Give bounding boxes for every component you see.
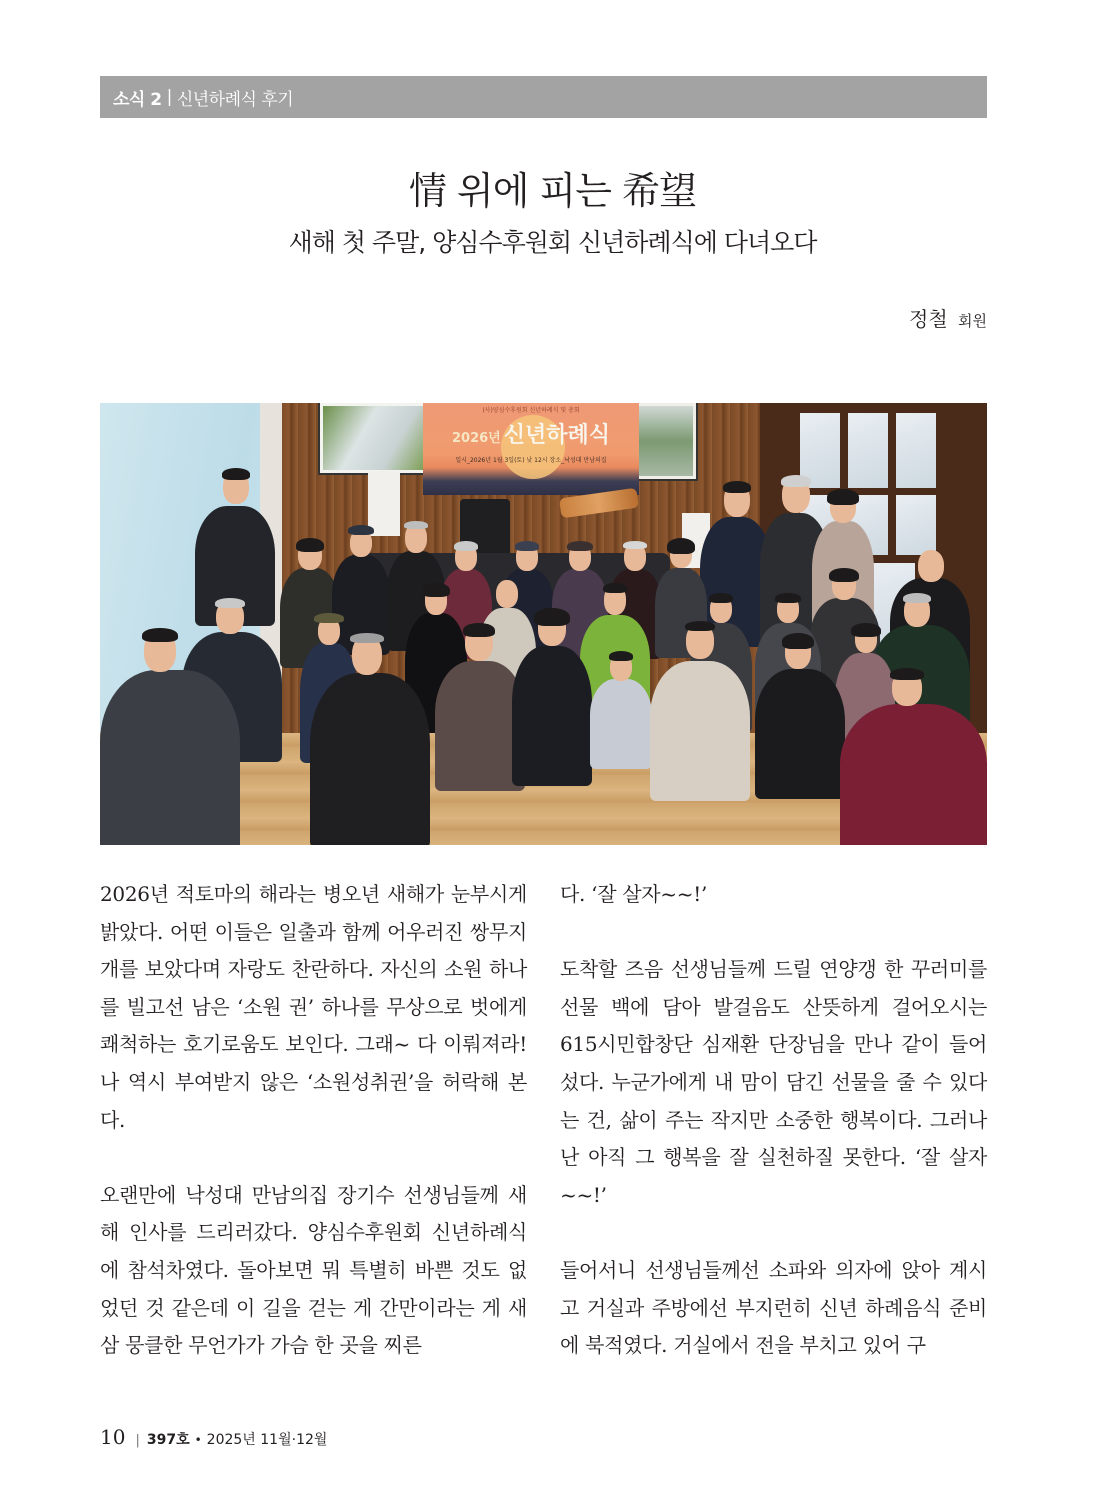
article-title: 情 위에 피는 希望 (408, 169, 697, 213)
footer-separator: | (135, 1433, 140, 1448)
section-kicker: 소식 2 (113, 89, 162, 110)
body-paragraph: 들어서니 선생님들께선 소파와 의자에 앉아 계시고 거실과 주방에선 부지런히 신년 하례음식 준비에 북적였다. 거실에서 전을 부치고 있어 구 (560, 1257, 987, 1358)
photo-event-banner (423, 403, 639, 495)
body-column-left (100, 876, 527, 1365)
photo-painting-river (320, 403, 426, 473)
author-role: 회원 (958, 312, 987, 330)
photo-painting-landscape (635, 403, 696, 479)
banner-details: 일시_2026년 1월 3일(토) 낮 12시 장소_낙성대 만남의집 (455, 457, 607, 464)
section-separator: | (166, 87, 172, 107)
page-footer (100, 1425, 327, 1449)
body-paragraph: 도착할 즈음 선생님들께 드릴 연양갱 한 꾸러미를 선물 백에 담아 발걸음도 산뜻하게 걸어오시는 615시민합창단 심재환 단장님을 만나 같이 들어섰다. 누군가에게 내 맘이 담긴 선물을 줄 수 있다는 건, 삶이 주는 작지만 소중한 행복이다. 그러나 난 아직 그 행복을 잘 실천하질 못한다. ‘잘 살자~~!’ (560, 957, 987, 1207)
body-paragraph: 다. ‘잘 살자~~!’ (560, 882, 708, 906)
body-paragraph: 2026년 적토마의 해라는 병오년 새해가 눈부시게 밝았다. 어떤 이들은 일출과 함께 어우러진 쌍무지개를 보았다며 자랑도 찬란하다. 자신의 소원 하나를 빌고선 남은 ‘소원 권’ 하나를 무상으로 벗에게 쾌척하는 호기로움도 보인다. 그래~ 다 이뤄져라! 나 역시 부여받지 않은 ‘소원성취권’을 허락해 본다. (100, 882, 527, 1132)
footer-bullet: • (194, 1433, 202, 1447)
article-subtitle: 새해 첫 주말, 양심수후원회 신년하례식에 다녀오다 (288, 228, 817, 257)
group-photo (100, 403, 987, 845)
banner-title: 신년하례식 (503, 423, 610, 448)
banner-headline (423, 418, 639, 449)
banner-year: 2026년 (451, 431, 501, 446)
author-name: 정철 (909, 307, 948, 331)
body-column-right (560, 876, 987, 1365)
issue-date: 2025년 11월·12월 (206, 1432, 328, 1448)
photo-calendar (368, 471, 400, 536)
section-topic: 신년하례식 후기 (176, 89, 294, 110)
section-header-bar (100, 76, 987, 118)
body-paragraph: 오랜만에 낙성대 만남의집 장기수 선생님들께 새해 인사를 드리러갔다. 양심수후원회 신년하례식에 참석차였다. 돌아보면 뭐 특별히 바쁜 것도 없었던 것 같은데 이 길을 걷는 게 간만이라는 게 새삼 뭉클한 무언가가 가슴 한 곳을 찌른 (100, 1182, 527, 1358)
banner-org-line: (사)양심수후원회 신년하례식 및 총회 (482, 407, 580, 414)
page-number: 10 (100, 1425, 126, 1449)
byline (909, 303, 987, 332)
issue-number: 397호 (146, 1432, 190, 1448)
